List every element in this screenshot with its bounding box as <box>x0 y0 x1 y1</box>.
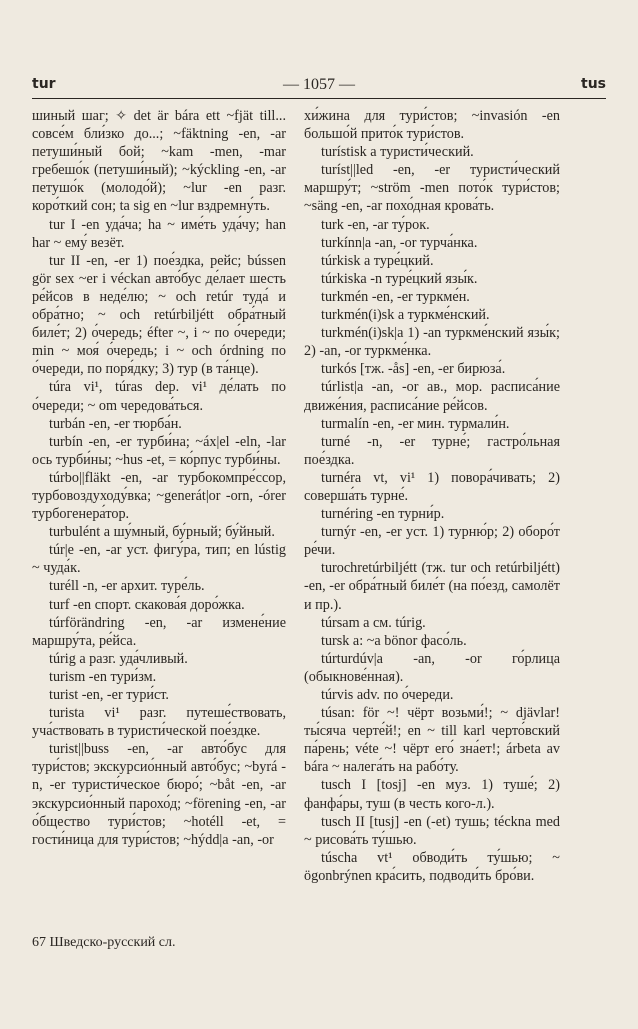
dictionary-entry: túrkisk a туре́цкий. <box>321 252 434 269</box>
dictionary-entry: turíst||led -en, -er туристи́ческий маршру́т; ~ström -men пото́к тури́стов; ~säng -en, -ar похо́дная крова́ть. <box>304 162 560 215</box>
dictionary-entry: turné -n, -er турне́; гастро́льная пое́здка. <box>304 433 560 468</box>
left-column <box>32 107 286 849</box>
dictionary-entry: tur I -en уда́ча; ha ~ име́ть уда́чу; han har ~ ему́ везёт. <box>32 216 286 251</box>
dictionary-entry: turf -en спорт. скакова́я доро́жка. <box>49 596 245 613</box>
dictionary-entry: turist -en, -er тури́ст. <box>49 687 169 703</box>
dictionary-entry: tur II -en, -er 1) пое́здка, рейс; bússen gör sex ~er i véckan авто́бус де́лает шесть ре́йсов в неде́лю; ~ och retúr туда́ и обра́тно; ~ och retúrbiljétt обра́тный биле́т; 2) о́чередь; éfter ~, i ~ по о́череди; min ~ моя́ о́чередь; i ~ och órdning по о́череди, по поря́дку; 3) тур (в та́нце). <box>32 252 286 378</box>
dictionary-entry: turnéra vt, vi¹ 1) повора́чивать; 2) соверша́ть турне́. <box>304 469 560 504</box>
dictionary-entry: turbulént a шу́мный, бу́рный; бу́йный. <box>49 524 275 541</box>
dictionary-entry: turochretúrbiljétt (тж. tur och retúrbiljétt) -en, -er обра́тный биле́т (на по́езд, самолёт и пр.). <box>304 560 560 613</box>
dictionary-entry: túrlist|a -an, -or ав., мор. расписа́ние движе́ния, расписа́ние ре́йсов. <box>304 379 560 414</box>
dictionary-entry: turnéring -en турни́р. <box>321 506 445 523</box>
dictionary-entry: túrförändring -en, -ar измене́ние маршру́та, ре́йса. <box>32 614 286 649</box>
header-left-word: tur <box>32 76 56 92</box>
dictionary-entry: шиный шаг; ✧ det är bára ett ~fjät till... совсе́м бли́зко до...; ~fäktning -en, -ar петуши́ный бой; ~kam -men, -mar гребешо́к (петуши́ный); ~kýckling -en, -ar петушо́к (молодо́й); ~lur -en разг. коро́ткий сон; ta sig en ~lur вздремну́ть. <box>32 108 286 215</box>
dictionary-entry: turbán -en, -er тюрба́н. <box>49 415 182 432</box>
dictionary-entry: turnýr -en, -er уст. 1) турню́р; 2) оборо́т ре́чи. <box>304 524 560 559</box>
dictionary-entry: tursk a: ~a bönor фасо́ль. <box>321 632 467 649</box>
dictionary-entry: turbín -en, -er турби́на; ~áx|el -eln, -lar ось турби́ны; ~hus -et, = ко́рпус турби́ны. <box>32 433 286 468</box>
dictionary-entry: turkmén -en, -er туркме́н. <box>321 288 470 305</box>
dictionary-entry: túra vi¹, túras dep. vi¹ де́лать по о́череди; ~ om чередова́ться. <box>32 379 286 414</box>
dictionary-entry: túscha vt¹ обводи́ть ту́шью; ~ ögonbrýnen кра́сить, подводи́ть бро́ви. <box>304 849 560 884</box>
dictionary-entry: turk -en, -ar ту́рок. <box>321 216 430 233</box>
dictionary-entry: túr|e -en, -ar уст. фигу́ра, тип; en lústig ~ чуда́к. <box>32 542 286 577</box>
dictionary-entry: turkós [тж. -ås] -en, -er бирюза́. <box>321 361 506 378</box>
page-footer: 67 Шведско-русский сл. <box>32 935 176 950</box>
dictionary-entry: túrkiska -n туре́цкий язы́к. <box>321 270 478 287</box>
dictionary-entry: turism -en тури́зм. <box>49 668 157 685</box>
right-column <box>304 107 560 885</box>
dictionary-entry: túrsam a см. túrig. <box>321 614 426 631</box>
header-right-word: tus <box>581 76 606 92</box>
dictionary-entry: turéll -n, -er архит. туре́ль. <box>49 578 205 595</box>
dictionary-entry: turkínn|a -an, -or турча́нка. <box>321 234 478 251</box>
dictionary-entry: turmalín -en, -er мин. турмали́н. <box>321 415 510 432</box>
dictionary-entry: turist||buss -en, -ar авто́бус для тури́стов; экскурсио́нный авто́бус; ~byrá -n, -er туристи́ческое бюро́; ~båt -en, -ar экскурсио́нный парохо́д; ~förening -en, -ar о́бщество тури́стов; ~hotéll -et, = гости́ница для тури́стов; ~hýdd|a -an, -or <box>32 741 286 848</box>
header-page-number: — 1057 — <box>283 76 355 93</box>
dictionary-entry: túrvis adv. по о́череди. <box>321 687 454 703</box>
dictionary-entry: túrbo||fläkt -en, -ar турбокомпре́ссор, турбовоздуходу́вка; ~generát|or -orn, -órer турбогенера́тор. <box>32 469 286 523</box>
dictionary-entry: túrig a разг. уда́чливый. <box>49 650 188 667</box>
dictionary-entry: хи́жина для тури́стов; ~invasión -en большо́й прито́к тури́стов. <box>304 108 560 143</box>
page-header <box>32 74 606 99</box>
dictionary-entry: tusch II [tusj] -en (-et) тушь; técknа med ~ рисова́ть ту́шью. <box>304 813 560 848</box>
dictionary-entry: tusch I [tosj] -en муз. 1) туше́; 2) фанфа́ры, туш (в честь кого-л.). <box>304 777 560 812</box>
dictionary-entry: túrturdúv|a -an, -or го́рлица (обыкнове́нная). <box>304 650 560 685</box>
dictionary-entry: turístisk a туристи́ческий. <box>321 144 474 161</box>
dictionary-entry: turista vi¹ разг. путеше́ствовать, уча́ствовать в туристи́ческой пое́здке. <box>32 705 286 740</box>
dictionary-entry: turkmén(i)sk a туркме́нский. <box>321 307 490 324</box>
dictionary-entry: turkmén(i)sk|a 1) -an туркме́нский язы́к; 2) -an, -or туркме́нка. <box>304 325 560 360</box>
dictionary-entry: túsan: för ~! чёрт возьми́!; ~ djävlar! ты́сяча черте́й!; en ~ till karl черто́вский па́рень; véte ~! чёрт его́ зна́ет!; árbeta av bára ~ налега́ть на рабо́ту. <box>304 705 560 776</box>
